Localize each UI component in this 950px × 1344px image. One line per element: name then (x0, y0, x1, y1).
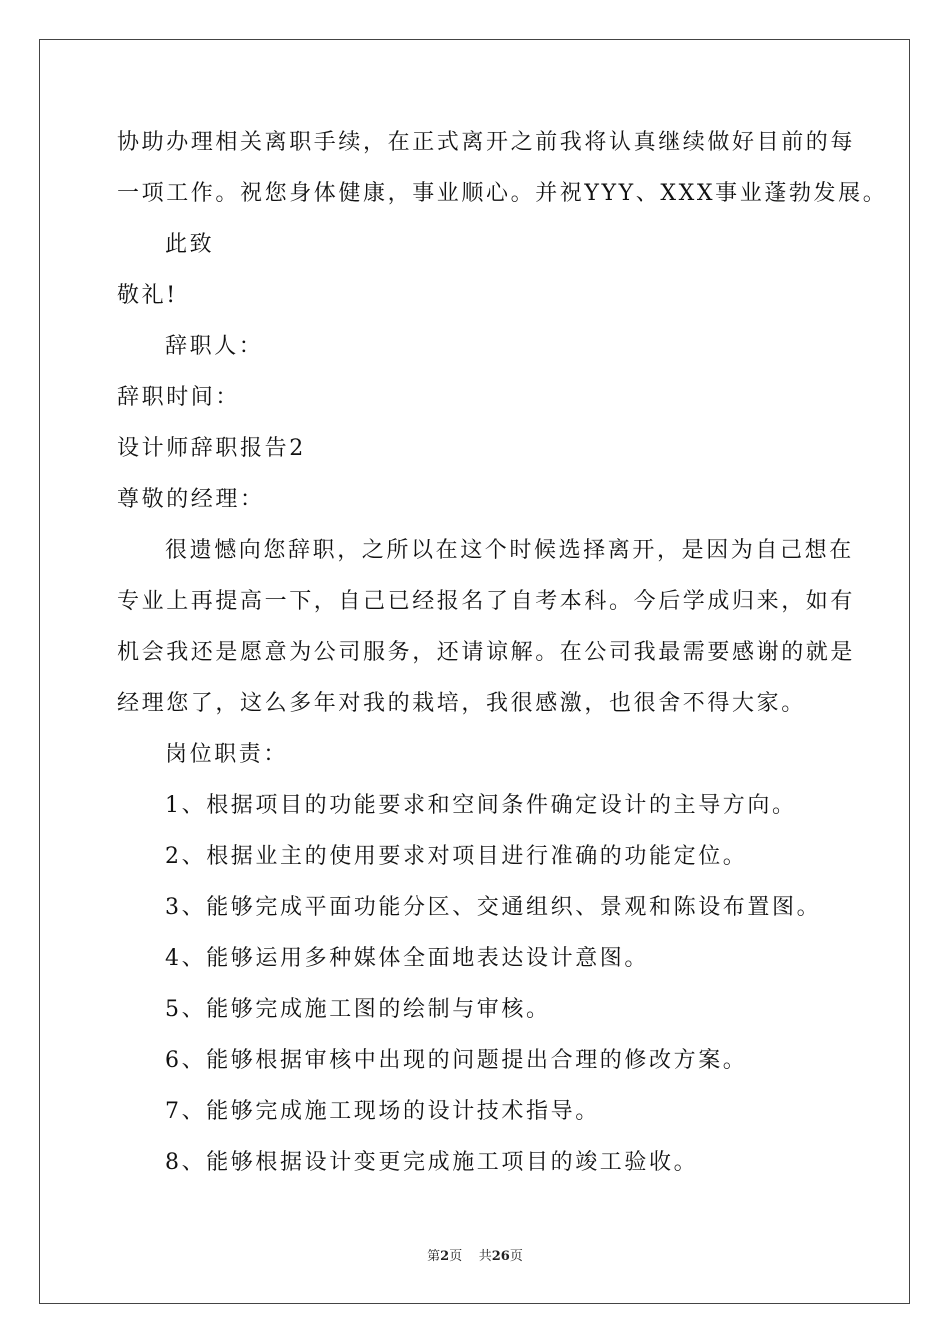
closing-salutation: 此致 (165, 232, 215, 257)
date-label: 辞职时间： (117, 385, 241, 410)
list-item: 4、能够运用多种媒体全面地表达设计意图。 (165, 946, 649, 971)
duties-heading: 岗位职责： (165, 742, 289, 767)
paragraph-line: 机会我还是愿意为公司服务，还请谅解。在公司我最需要感谢的就是 (117, 640, 856, 665)
total-suffix: 页 (509, 1249, 523, 1264)
page-number: 2 (440, 1249, 450, 1264)
page-prefix: 第 (427, 1249, 441, 1264)
paragraph-line: 很遗憾向您辞职，之所以在这个时候选择离开，是因为自己想在 (165, 538, 854, 563)
paragraph-line: 专业上再提高一下，自己已经报名了自考本科。今后学成归来，如有 (117, 589, 856, 614)
total-pages: 26 (491, 1249, 510, 1264)
list-item: 1、根据项目的功能要求和空间条件确定设计的主导方向。 (165, 793, 797, 818)
total-prefix: 共 (478, 1249, 492, 1264)
list-item: 7、能够完成施工现场的设计技术指导。 (165, 1099, 600, 1124)
paragraph-line: 一项工作。祝您身体健康，事业顺心。并祝YYY、XXX事业蓬勃发展。 (117, 181, 888, 206)
paragraph-line: 经理您了，这么多年对我的栽培，我很感激，也很舍不得大家。 (117, 691, 806, 716)
section-title: 设计师辞职报告2 (117, 436, 306, 461)
list-item: 8、能够根据设计变更完成施工项目的竣工验收。 (165, 1150, 699, 1175)
page-footer (0, 1245, 950, 1264)
page-suffix: 页 (449, 1249, 463, 1264)
list-item: 2、根据业主的使用要求对项目进行准确的功能定位。 (165, 844, 748, 869)
list-item: 6、能够根据审核中出现的问题提出合理的修改方案。 (165, 1048, 748, 1073)
paragraph-line: 协助办理相关离职手续，在正式离开之前我将认真继续做好目前的每 (117, 130, 856, 155)
closing-regards: 敬礼! (117, 283, 178, 308)
greeting: 尊敬的经理： (117, 487, 265, 512)
signature-label: 辞职人： (165, 334, 264, 359)
list-item: 5、能够完成施工图的绘制与审核。 (165, 997, 551, 1022)
list-item: 3、能够完成平面功能分区、交通组织、景观和陈设布置图。 (165, 895, 822, 920)
